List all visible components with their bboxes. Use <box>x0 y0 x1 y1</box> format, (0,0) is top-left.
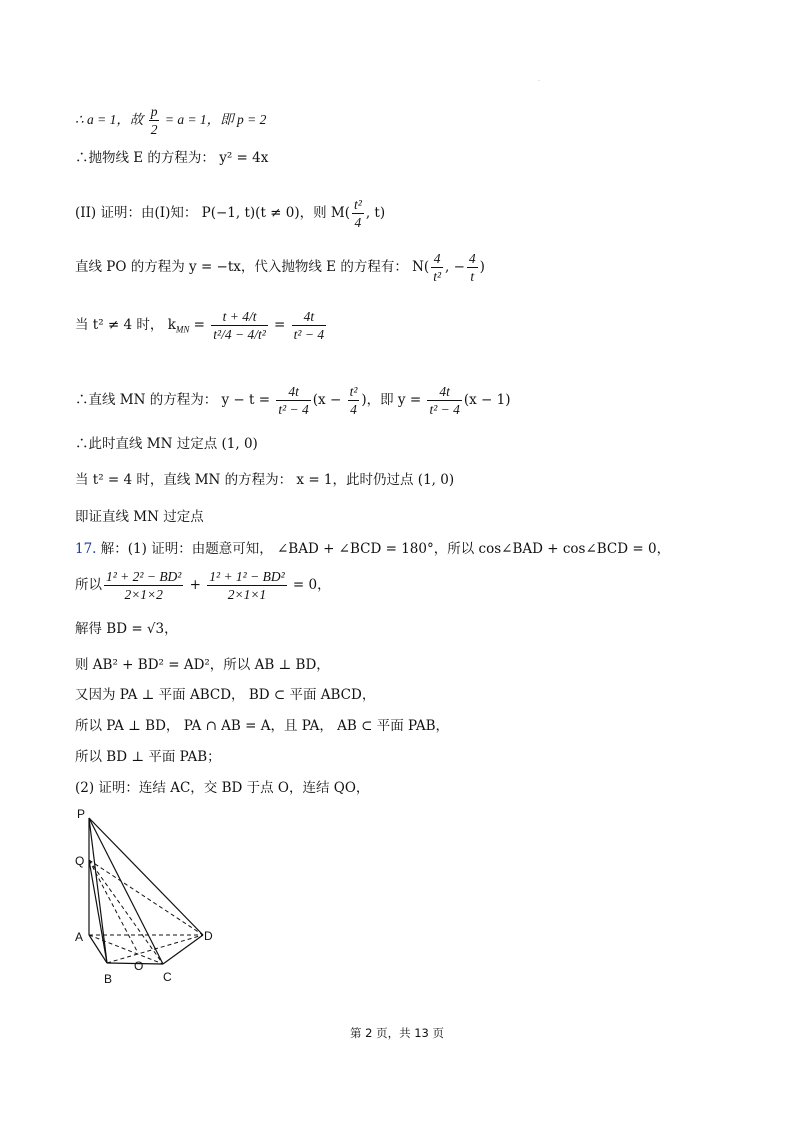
line-a-equals-1: ∴ a = 1，故 $\frac{p}{2}$ = a = 1，即 p = 2 <box>75 104 267 137</box>
fraction-a: $\frac{4t}{\text{t² − 4}}$ <box>278 384 309 417</box>
edge-qb <box>89 860 107 963</box>
fraction-cos-bad: $\frac{\text{1² + 2² − BD²}}{2\times 1\times 2}$ <box>106 569 182 602</box>
fraction-p-over-2: $\frac{p}{2}$ <box>150 104 158 137</box>
line-conclusion: 即证直线 MN 过定点 <box>75 509 204 525</box>
line-pa-perp-plane: 又因为 PA ⊥ 平面 ABCD， BD ⊂ 平面 ABCD， <box>75 687 376 703</box>
line-po-equation: 直线 PO 的方程为 y = −tx，代入抛物线 E 的方程有： N( $\frac{4}{\text{t²}}$ , − $\frac{4}{t}$ ) <box>75 251 485 284</box>
scan-mark: · <box>538 78 540 85</box>
fraction-4-over-t2: $\frac{4}{\text{t²}}$ <box>433 251 442 284</box>
label-c: C <box>163 970 172 984</box>
label-q: Q <box>75 854 85 868</box>
line-fixed-point: ∴此时直线 MN 过定点 (1, 0) <box>75 436 258 452</box>
line-pa-perp-bd: 所以 PA ⊥ BD， PA ∩ AB = A，且 PA， AB ⊂ 平面 PAB， <box>75 718 450 734</box>
line-part-2: (2) 证明：连结 AC，交 BD 于点 O，连结 QO， <box>75 780 370 796</box>
problem-number: 17. <box>75 541 97 557</box>
label-o: O <box>134 959 144 973</box>
edge-qd-dashed <box>89 860 203 935</box>
label-b: B <box>104 972 113 986</box>
line-ab-perp-bd: 则 AB² + BD² = AD²，所以 AB ⊥ BD， <box>75 657 330 673</box>
label-d: D <box>204 929 213 943</box>
fraction-c: $\frac{4t}{\text{t² − 4}}$ <box>429 384 460 417</box>
edge-pd <box>89 818 203 935</box>
line-bd-value: 解得 BD = √3， <box>75 621 178 637</box>
fraction-complex-slope: $\frac{t + 4/t}{\text{t²/4 − 4/t²}}$ <box>213 309 266 342</box>
edge-bd-dashed <box>107 935 203 963</box>
line-mn-equation: ∴直线 MN 的方程为： y − t = $\frac{4t}{\text{t² − 4}}$ (x − $\frac{\text{t²}}{4}$ )，即 y = $\frac{4t}{\text{t² − 4}}$ (x − 1) <box>75 384 511 417</box>
edge-qo-dashed <box>89 860 138 953</box>
fraction-b: $\frac{\text{t²}}{4}$ <box>349 384 358 417</box>
line-t2-equals-4: 当 t² = 4 时，直线 MN 的方程为： x = 1，此时仍过点 (1, 0) <box>75 472 455 488</box>
line-cosine-sum: 所以 $\frac{\text{1² + 2² − BD²}}{2\times 1\times 2}$ + $\frac{\text{1² + 1² − BD²}}{2\times 1\times 1}$ = 0， <box>75 569 331 602</box>
line-problem-17: 17. 解：(1) 证明：由题意可知， ∠BAD + ∠BCD = 180°，所以 cos∠BAD + cos∠BCD = 0， <box>75 541 671 557</box>
fraction-4-over-t: $\frac{4}{t}$ <box>468 251 476 284</box>
label-p: P <box>77 807 86 821</box>
fraction-t2-over-4: $\frac{\text{t²}}{4}$ <box>354 197 362 230</box>
line-bd-perp-pab: 所以 BD ⊥ 平面 PAB； <box>75 749 221 765</box>
edge-pc <box>89 818 163 964</box>
fraction-cos-bcd: $\frac{\text{1² + 1² − BD²}}{2\times 1\times 1}$ <box>209 569 285 602</box>
line-proof-ii: (II) 证明：由(I)知： P(−1, t)(t ≠ 0)，则 M( $\frac{\text{t²}}{4}$ , t) <box>75 197 386 230</box>
pyramid-figure <box>70 805 230 995</box>
edge-ac-dashed <box>89 935 163 964</box>
label-a: A <box>75 930 84 944</box>
page-footer: 第 2 页，共 13 页 <box>349 1026 445 1040</box>
fraction-4t-over-t2-minus-4: $\frac{4t}{\text{t² − 4}}$ <box>293 309 325 342</box>
line-slope-mn: 当 t² ≠ 4 时， $k_{MN}$ = $\frac{t + 4/t}{\text{t²/4 − 4/t²}}$ = $\frac{4t}{\text{t² − 4}}$ <box>75 309 325 342</box>
line-parabola-equation: ∴抛物线 E 的方程为： y² = 4x <box>75 150 269 166</box>
edge-cd <box>163 935 203 964</box>
